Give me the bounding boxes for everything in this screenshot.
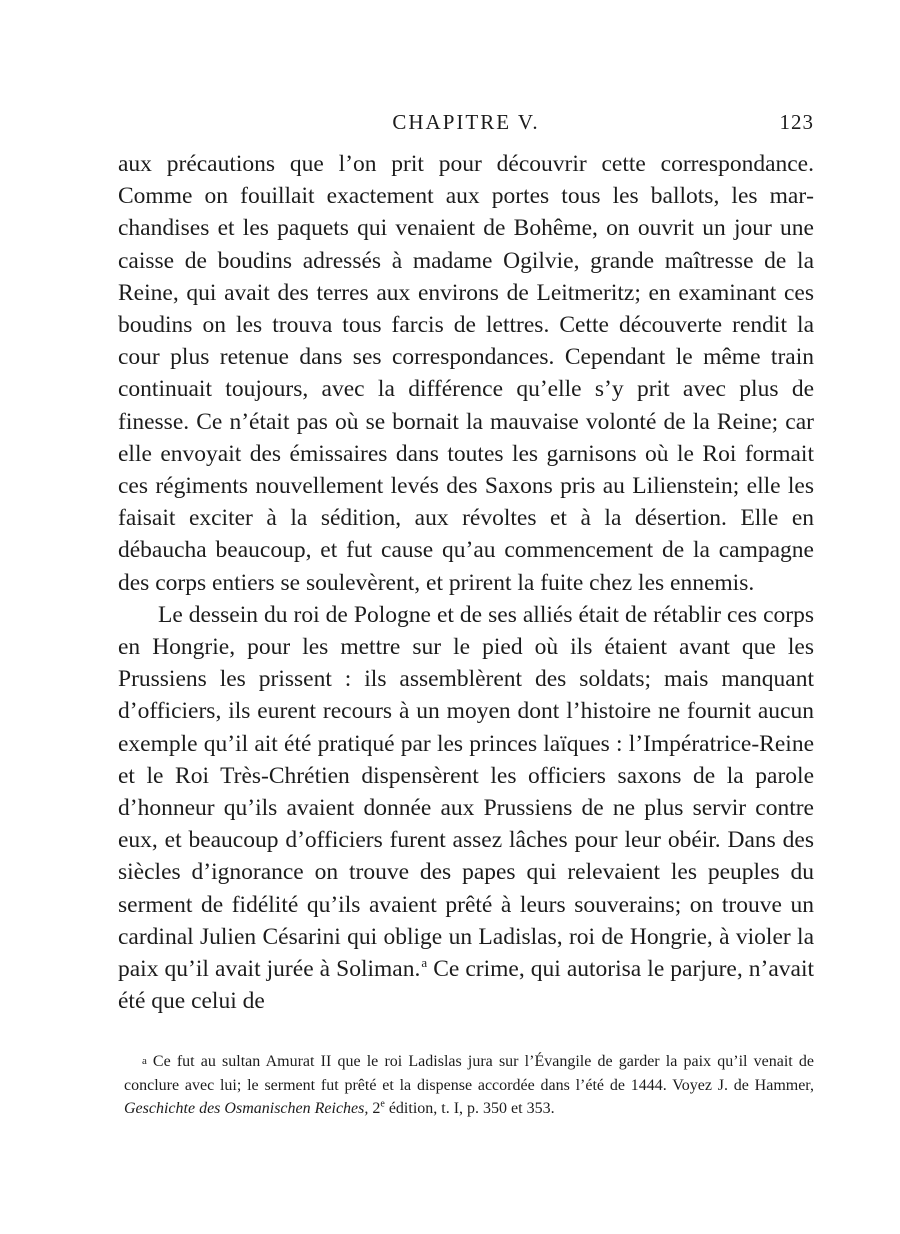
edition-superscript: e xyxy=(380,1098,385,1110)
running-head xyxy=(118,110,814,140)
page-number: 123 xyxy=(779,110,814,134)
footnote-text: Ce fut au sultan Amurat II que le roi Ladislas jura sur l’Évangile de garder la paix qu’il venait de conclure avec lui; le serment fut prêté et la dispense accordée dans l’été de 1444. Voyez J. de Hammer, xyxy=(124,1053,814,1094)
paragraph xyxy=(118,599,814,1018)
paragraph: aux précautions que l’on prit pour découvrir cette correspondance. Comme on fouillait exactement aux portes tous les ballots, les marchandises et les paquets qui venaient de Bohême, on ouvrit un jour une caisse de boudins adressés à madame Ogilvie, grande maîtresse de la Reine, qui avait des terres aux environs de Leitmeritz; en examinant ces boudins on les trouva tous farcis de lettres. Cette découverte rendit la cour plus retenue dans ses correspondances. Cependant le même train continuait toujours, avec la différence qu’elle s’y prit avec plus de finesse. Ce n’était pas où se bornait la mauvaise volonté de la Reine; car elle envoyait des émissaires dans toutes les garnisons où le Roi formait ces régiments nouvellement levés des Saxons pris au Lilienstein; elle les faisait exciter à la sédition, aux révoltes et à la désertion. Elle en débaucha beaucoup, et fut cause qu’au commencement de la campagne des corps entiers se soulevèrent, et prirent la fuite chez les ennemis. xyxy=(118,151,814,596)
main-text xyxy=(118,148,814,1017)
footnote-mark: a xyxy=(142,1055,147,1067)
footnote-text: 2 xyxy=(368,1100,381,1117)
footnote-reference: a xyxy=(421,955,428,971)
footnote xyxy=(124,1050,814,1121)
paragraph-text: Ce crime, qui autorisa le parjure, n’avait été que celui de xyxy=(118,956,815,1015)
footnotes xyxy=(124,1050,814,1121)
cited-work-title: Geschichte des Osmanischen Reiches, xyxy=(124,1100,369,1117)
chapter-title: CHAPITRE V. xyxy=(392,110,540,134)
paragraph-text: Le dessein du roi de Pologne et de ses alliés était de rétablir ces corps en Hongrie, pour les mettre sur le pied où ils étaient avant que les Prussiens les prissent : ils assemblèrent des soldats; mais manquant d’officiers, ils eurent recours à un moyen dont l’histoire ne fournit aucun exemple qu’il ait été pratiqué par les princes laïques : l’Impératrice-Reine et le Roi Très-Chrétien dispensèrent les officiers saxons de la parole d’honneur qu’ils avaient donnée aux Prussiens de ne plus servir contre eux, et beaucoup d’officiers furent assez lâches pour leur obéir. Dans des siècles d’ignorance on trouve des papes qui relevaient les peuples du serment de fidélité qu’ils avaient prêté à leurs souverains; on trouve un cardinal Julien Césarini qui oblige un Ladislas, roi de Hongrie, à violer la paix qu’il avait jurée à Soliman. xyxy=(118,601,814,983)
footnote-text: édition, t. I, p. 350 et 353. xyxy=(384,1100,555,1117)
